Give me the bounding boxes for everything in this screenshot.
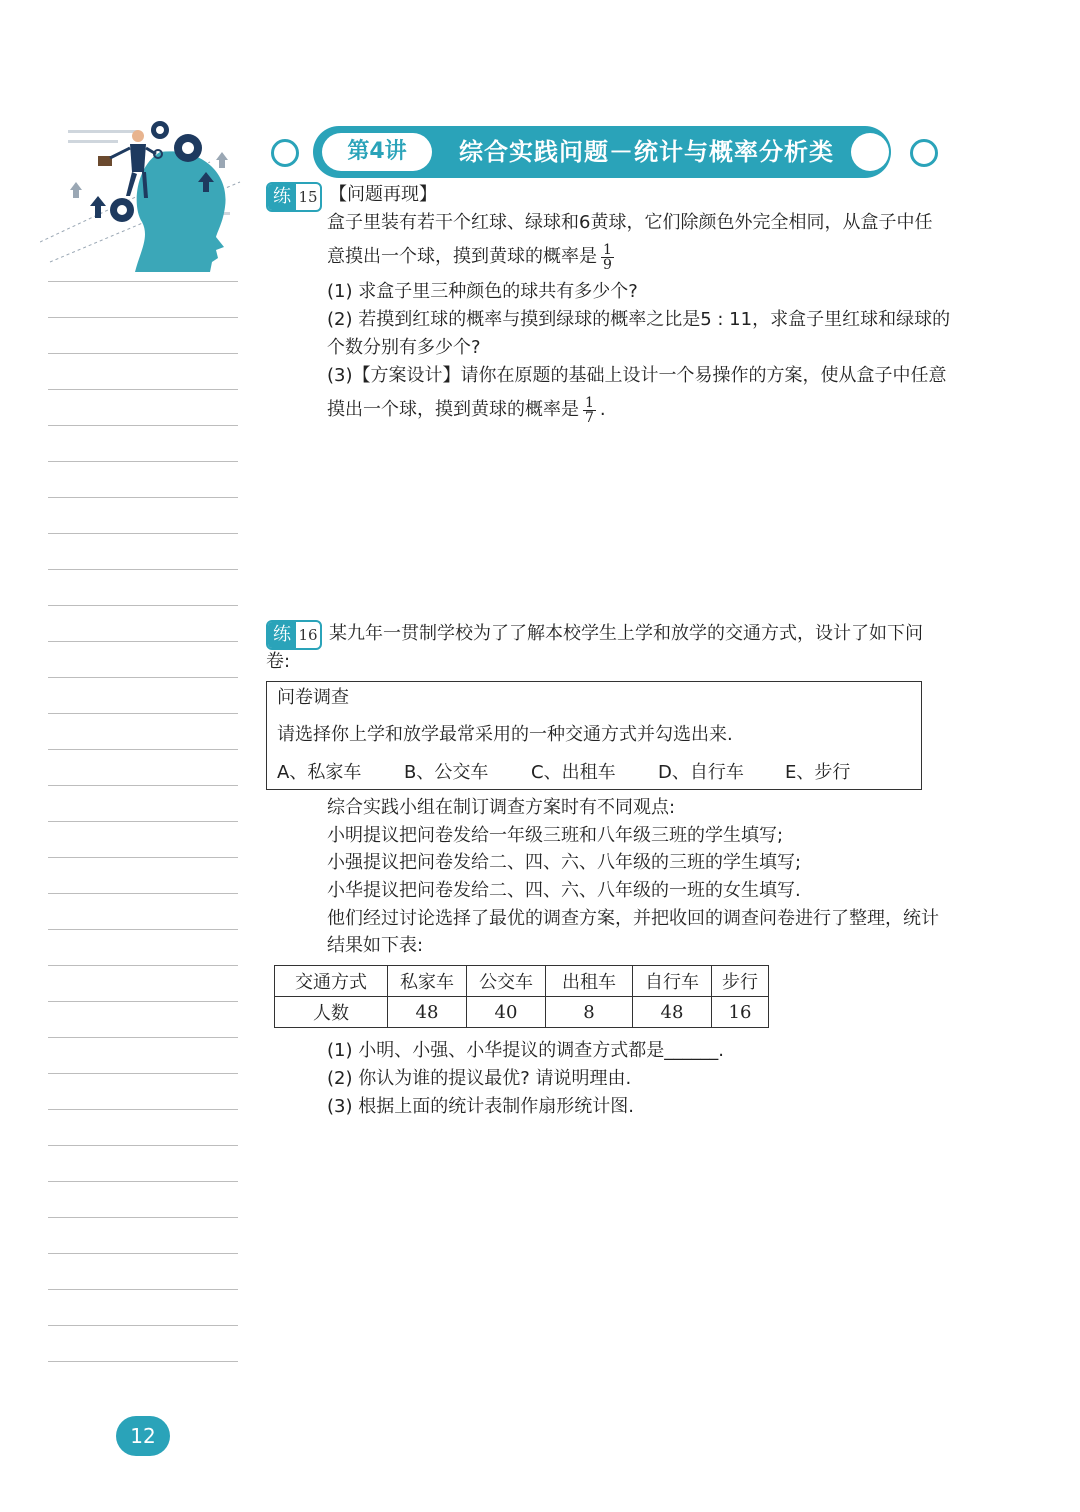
ex16-q3: (3) 根据上面的统计表制作扇形统计图. [327, 1096, 634, 1117]
survey-title: 问卷调查 [277, 687, 349, 708]
fraction-one-ninth [601, 243, 614, 272]
banner-right-ring [910, 139, 938, 167]
table-row [275, 997, 769, 1028]
ex16-p4: 小华提议把问卷发给二、四、六、八年级的一班的女生填写. [327, 880, 801, 901]
table-header-cell: 交通方式 [275, 966, 388, 997]
table-cell: 8 [546, 997, 633, 1028]
survey-option: B、公交车 [404, 762, 489, 783]
table-cell: 48 [633, 997, 712, 1028]
page-number: 12 [116, 1416, 170, 1456]
ex16-line2: 卷: [266, 651, 291, 672]
table-header-cell: 公交车 [467, 966, 546, 997]
lecture-label: 第4讲 [322, 133, 432, 171]
exercise-16-badge [266, 620, 322, 650]
banner-dot [851, 133, 889, 171]
chapter-title: 综合实践问题－统计与概率分析类 [459, 138, 834, 166]
ex16-p3: 小强提议把问卷发给二、四、六、八年级的三班的学生填写; [327, 852, 802, 873]
ex15-q3a: (3)【方案设计】请你在原题的基础上设计一个易操作的方案，使从盒子中任意 [327, 365, 947, 386]
table-header-row [275, 966, 769, 997]
frac1-denominator: 9 [603, 256, 612, 273]
exercise-label: 练 [268, 184, 296, 210]
ex16-p2: 小明提议把问卷发给一年级三班和八年级三班的学生填写; [327, 825, 784, 846]
survey-option: A、私家车 [277, 762, 362, 783]
exercise-number: 16 [298, 626, 318, 644]
fraction-one-seventh [583, 396, 596, 425]
ex15-q1: (1) 求盒子里三种颜色的球共有多少个? [327, 281, 638, 302]
ex15-tag: 【问题再现】 [329, 184, 437, 205]
ex16-q2: (2) 你认为谁的提议最优? 请说明理由. [327, 1068, 632, 1089]
ex15-line2 [327, 240, 618, 274]
survey-option: D、自行车 [658, 762, 744, 783]
exercise-label: 练 [268, 622, 296, 648]
survey-instruction: 请选择你上学和放学最常采用的一种交通方式并勾选出来. [277, 724, 733, 745]
ex16-p5: 他们经过讨论选择了最优的调查方案，并把收回的调查问卷进行了整理，统计 [327, 908, 939, 929]
frac2-denominator: 7 [585, 409, 594, 426]
header-illustration [40, 112, 250, 272]
banner-left-ring [271, 139, 299, 167]
table-cell: 40 [467, 997, 546, 1028]
frac1-numerator: 1 [603, 241, 612, 258]
table-header-cell: 步行 [712, 966, 769, 997]
head-silhouette [135, 151, 226, 272]
survey-box [266, 681, 922, 790]
table-cell: 48 [388, 997, 467, 1028]
table-header-cell: 私家车 [388, 966, 467, 997]
chapter-banner [313, 126, 891, 178]
transport-stats-table [274, 965, 769, 1028]
ex15-line1: 盒子里装有若干个红球、绿球和6黄球，它们除颜色外完全相同，从盒子中任 [327, 212, 933, 233]
frac2-numerator: 1 [585, 394, 594, 411]
survey-option: E、步行 [785, 762, 851, 783]
exercise-15-badge [266, 182, 322, 212]
survey-option: C、出租车 [531, 762, 616, 783]
ex16-p1: 综合实践小组在制订调查方案时有不同观点: [327, 797, 676, 818]
ex15-q3-end: . [599, 399, 606, 420]
ex15-line2-text: 意摸出一个球，摸到黄球的概率是 [327, 246, 597, 267]
ex15-q2b: 个数分别有多少个? [327, 337, 481, 358]
ex15-q3b-text: 摸出一个球，摸到黄球的概率是 [327, 399, 579, 420]
ex15-q3b [327, 393, 606, 427]
exercise-number: 15 [298, 188, 318, 206]
ex16-line1: 某九年一贯制学校为了了解本校学生上学和放学的交通方式，设计了如下问 [329, 623, 923, 644]
ex16-q1: (1) 小明、小强、小华提议的调查方式都是______. [327, 1040, 724, 1061]
table-cell: 16 [712, 997, 769, 1028]
ex15-q2a: (2) 若摸到红球的概率与摸到绿球的概率之比是5 : 11，求盒子里红球和绿球的 [327, 309, 951, 330]
table-header-cell: 出租车 [546, 966, 633, 997]
ex16-p6: 结果如下表: [327, 935, 424, 956]
table-header-cell: 自行车 [633, 966, 712, 997]
table-row-label: 人数 [275, 997, 388, 1028]
